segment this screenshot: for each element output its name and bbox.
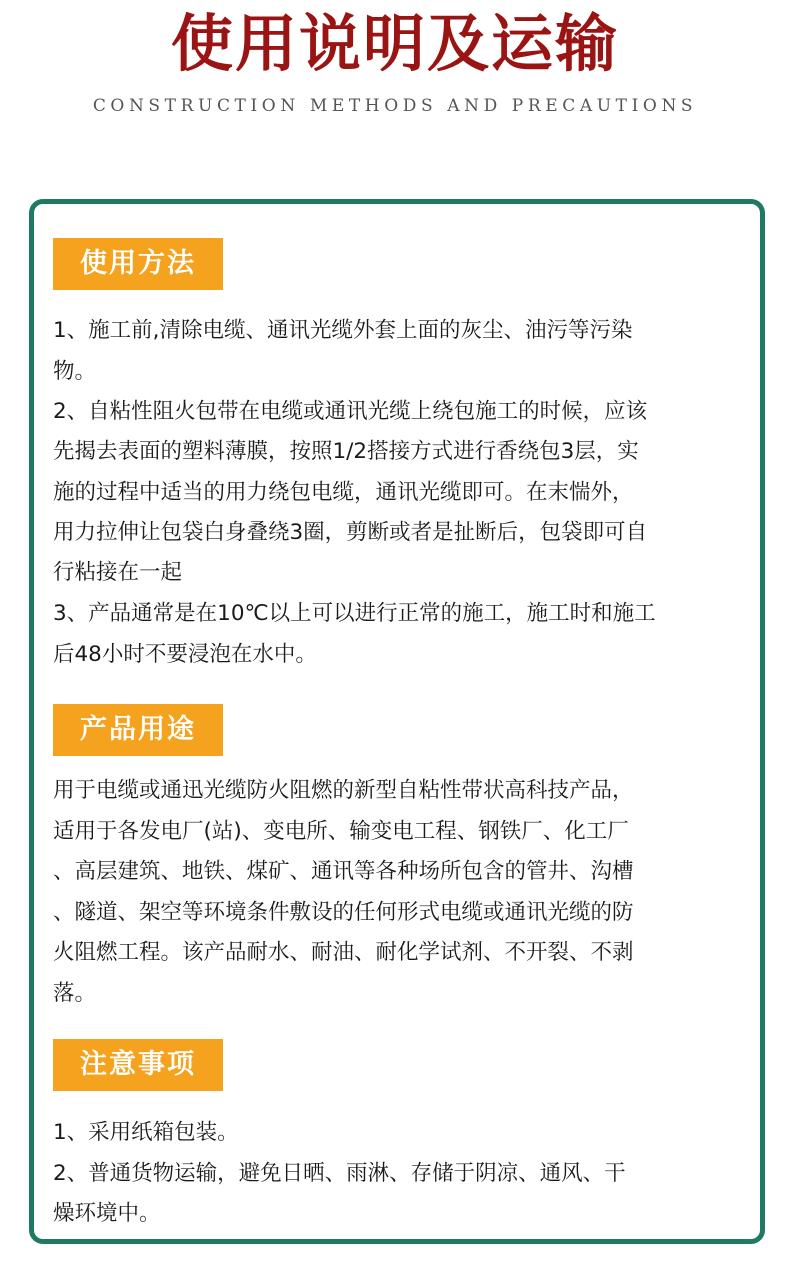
section-title-usage: 使用方法 (53, 238, 223, 290)
section-title-applications: 产品用途 (53, 704, 223, 756)
usage-line: 1、施工前,清除电缆、通讯光缆外套上面的灰尘、油污等污染 (53, 318, 633, 343)
usage-line: 后48小时不要浸泡在水中。 (53, 642, 317, 667)
usage-line: 3、产品通常是在10℃以上可以进行正常的施工，施工时和施工 (53, 601, 656, 626)
precautions-line: 燥环境中。 (53, 1201, 161, 1226)
usage-line: 物。 (53, 359, 97, 384)
precautions-line: 2、普通货物运输，避免日晒、雨淋、存储于阴凉、通风、干 (53, 1161, 626, 1186)
applications-line: 落。 (53, 981, 97, 1006)
page-subtitle: CONSTRUCTION METHODS AND PRECAUTIONS (92, 96, 698, 116)
page-title: 使用说明及运输 (170, 7, 619, 80)
usage-line: 先揭去表面的塑料薄膜，按照1/2搭接方式进行香绕包3层，实 (53, 439, 639, 464)
precautions-line: 1、采用纸箱包装。 (53, 1120, 239, 1145)
applications-line: 用于电缆或通迅光缆防火阻燃的新型自粘性带状高科技产品， (53, 778, 634, 803)
applications-line: 适用于各发电厂(站)、变电所、输变电工程、钢铁厂、化工厂 (53, 819, 629, 844)
applications-line: 、隧道、架空等环境条件敷设的任何形式电缆或通讯光缆的防 (53, 900, 634, 925)
usage-line: 施的过程中适当的用力绕包电缆，通讯光缆即可。在末惴外， (53, 480, 634, 505)
applications-line: 、高层建筑、地铁、煤矿、通讯等各种场所包含的管井、沟槽 (53, 859, 634, 884)
usage-line: 2、自粘性阻火包带在电缆或通讯光缆上绕包施工的时候，应该 (53, 399, 648, 424)
usage-line: 用力拉伸让包袋白身叠绕3圈，剪断或者是扯断后，包袋即可自 (53, 520, 648, 545)
applications-line: 火阻燃工程。该产品耐水、耐油、耐化学试剂、不开裂、不剥 (53, 940, 634, 965)
usage-line: 行粘接在一起 (53, 560, 183, 585)
section-title-precautions: 注意事项 (53, 1039, 223, 1091)
